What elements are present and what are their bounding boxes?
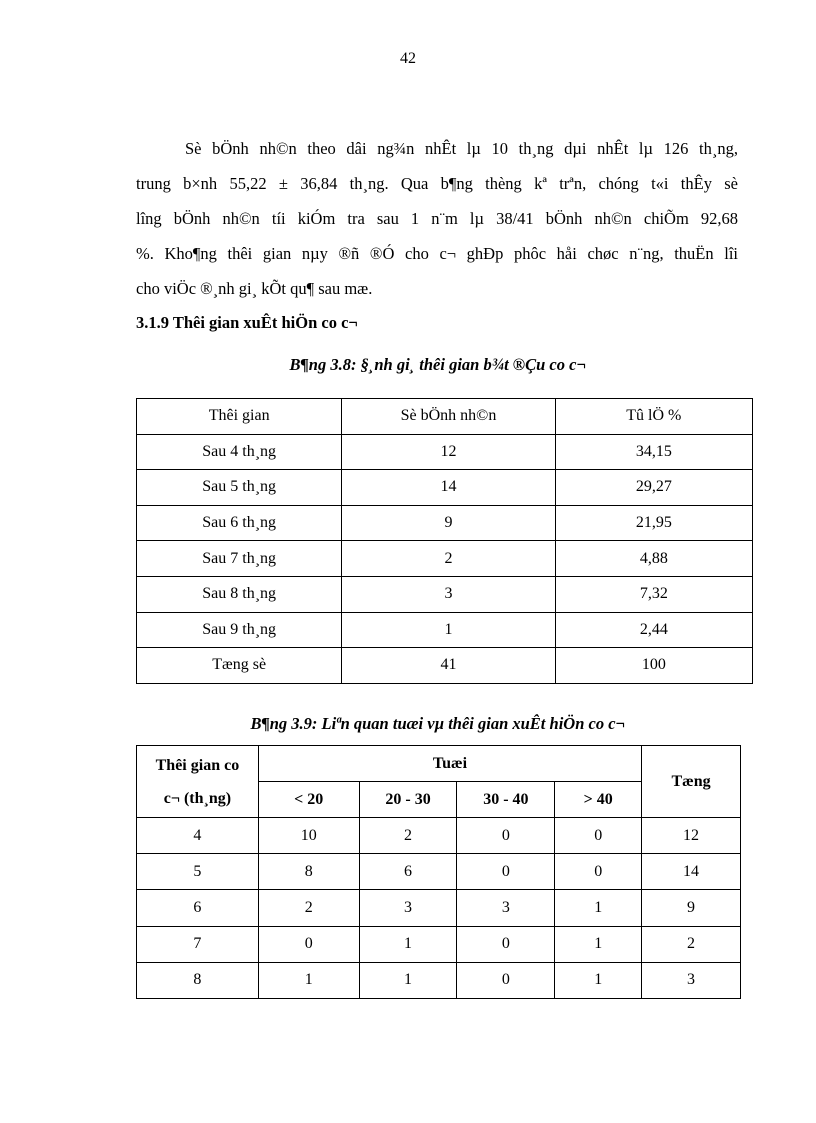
table-row [137,541,753,577]
section-heading: 3.1.9 Thêi gian xuÊt hiÖn co c¬ [136,313,358,332]
table-cell: 4,88 [555,541,752,577]
column-header-age: 30 - 40 [457,782,555,818]
column-header-percent: Tû lÖ % [555,399,752,435]
table-cell: 1 [555,926,642,962]
table-cell: 100 [555,648,752,684]
table-header-row [137,746,741,782]
column-header-time [137,746,259,818]
time-header-line: c¬ (th¸ng) [163,789,232,807]
column-header-total: Tæng [642,746,741,818]
paragraph-line: lîng bÖnh nh©n tíi kiÓm tra sau 1 n¨m lµ 38/41 bÖnh nh©n chiÕm 92,68 [136,209,738,228]
table-cell: 2,44 [555,612,752,648]
table-cell: 3 [642,962,741,998]
table-cell: 7,32 [555,576,752,612]
table-row [137,890,741,926]
table-cell: 0 [258,926,359,962]
table-cell: 34,15 [555,434,752,470]
table-cell: 3 [342,576,555,612]
column-header-age: < 20 [258,782,359,818]
table-cell: 41 [342,648,555,684]
paragraph-line: cho viÖc ®¸nh gi¸ kÕt qu¶ sau mæ. [136,279,373,298]
table-cell: Sau 9 th¸ng [137,612,342,648]
page-number: 42 [400,50,416,67]
table-cell: Sau 8 th¸ng [137,576,342,612]
column-header-age-group: Tuæi [258,746,641,782]
table-cell: 0 [457,926,555,962]
table-cell: 1 [359,926,457,962]
table-row [137,470,753,506]
table-cell: 8 [258,854,359,890]
paragraph-line: %. Kho¶ng thêi gian nµy ®ñ ®Ó cho c¬ ghÐp phôc håi chøc n¨ng, thuËn lîi [136,244,738,263]
table-total-row [137,648,753,684]
body-paragraph [136,131,738,306]
table-cell: 10 [258,818,359,854]
table-row [137,962,741,998]
table-cell: 14 [342,470,555,506]
table-cell: 1 [359,962,457,998]
table-cell: 0 [555,818,642,854]
table-cell: 21,95 [555,505,752,541]
table-cell: 1 [342,612,555,648]
table-cell: 1 [258,962,359,998]
paragraph-line: trung b×nh 55,22 ± 36,84 th¸ng. Qua b¶ng thèng kª trªn, chóng t«i thÊy sè [136,174,738,193]
table-cell: 4 [137,818,259,854]
table-row [137,576,753,612]
table-cell: 12 [342,434,555,470]
table-cell: 12 [642,818,741,854]
table-cell: 0 [457,818,555,854]
table1-caption: B¶ng 3.8: §¸nh gi¸ thêi gian b¾t ®Çu co c¬ [289,355,587,374]
table-cell: 9 [342,505,555,541]
table-cell: 29,27 [555,470,752,506]
table-header-row [137,399,753,435]
table2-caption: B¶ng 3.9: Liªn quan tuæi vµ thêi gian xuÊt hiÖn co c¬ [250,714,626,733]
column-header-age: 20 - 30 [359,782,457,818]
table-cell: 2 [359,818,457,854]
column-header-age: > 40 [555,782,642,818]
age-onset-table [136,745,741,999]
table-cell: Sau 4 th¸ng [137,434,342,470]
table-cell: 9 [642,890,741,926]
table-cell: 6 [359,854,457,890]
table-cell: Sau 7 th¸ng [137,541,342,577]
table-cell: Sau 6 th¸ng [137,505,342,541]
table-row [137,818,741,854]
table-cell: 1 [555,890,642,926]
table-row [137,434,753,470]
table-cell: 6 [137,890,259,926]
table-row [137,854,741,890]
table-cell: 1 [555,962,642,998]
table-cell: 14 [642,854,741,890]
table-cell: 3 [359,890,457,926]
table-row [137,505,753,541]
table-cell: 2 [258,890,359,926]
table-cell: 0 [457,854,555,890]
table-row [137,612,753,648]
onset-time-table [136,398,753,684]
table-cell: 2 [342,541,555,577]
time-header-line: Thêi gian co [155,756,240,774]
table-cell: 2 [642,926,741,962]
paragraph-line: Sè bÖnh nh©n theo dâi ng¾n nhÊt lµ 10 th¸ng dµi nhÊt lµ 126 th¸ng, [185,139,738,158]
table-cell: Sau 5 th¸ng [137,470,342,506]
column-header-patients: Sè bÖnh nh©n [342,399,555,435]
table-cell: Tæng sè [137,648,342,684]
column-header-time: Thêi gian [137,399,342,435]
table-row [137,926,741,962]
table-cell: 3 [457,890,555,926]
table-cell: 5 [137,854,259,890]
table-cell: 8 [137,962,259,998]
table-cell: 7 [137,926,259,962]
table-cell: 0 [555,854,642,890]
table-cell: 0 [457,962,555,998]
